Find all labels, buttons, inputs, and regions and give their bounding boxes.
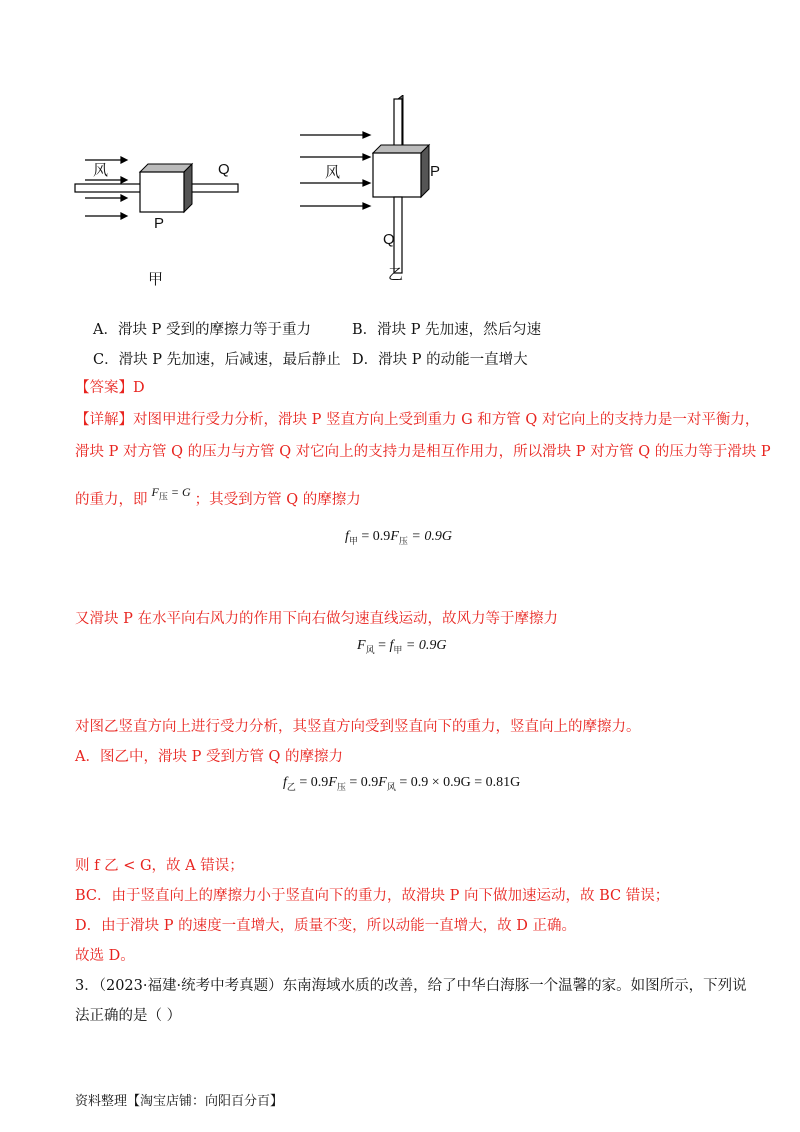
figure-jia-caption: 甲 <box>148 271 164 288</box>
detail-line-4: 又滑块 P 在水平向右风力的作用下向右做匀速直线运动，故风力等于摩擦力 <box>75 611 558 627</box>
figure-yi-wind-label: 风 <box>325 164 341 181</box>
answer-value: D <box>133 380 145 396</box>
detail-line-1 <box>75 410 759 430</box>
detail-text-1: 对图甲进行受力分析，滑块 P 竖直方向上受到重力 G 和方管 Q 对它向上的支持力是一对平衡力， <box>133 412 760 428</box>
detail-line-5: 对图乙竖直方向上进行受力分析，其竖直方向受到竖直向下的重力，竖直向上的摩擦力。 <box>75 719 641 735</box>
figure-jia-q-label: Q <box>218 161 230 178</box>
option-b: B．滑块 P 先加速，然后匀速 <box>352 322 542 338</box>
figure-jia-wind-label: 风 <box>93 162 109 179</box>
detail-label: 【详解】 <box>75 412 133 428</box>
equation-2: $F_风 = f_甲 = 0.9G$ <box>357 638 447 655</box>
option-c: C．滑块 P 先加速，后减速，最后静止 <box>93 352 341 368</box>
footer-source: 资料整理【淘宝店铺：向阳百分百】 <box>75 1094 284 1109</box>
figure-yi-q-label: Q <box>383 231 395 248</box>
answer-label: 【答案】 <box>75 380 133 396</box>
detail-line-2: 滑块 P 对方管 Q 的压力与方管 Q 对它向上的支持力是相互作用力，所以滑块 P 对方管 Q 的压力等于滑块 P <box>75 444 771 460</box>
detail-text-3b: ；其受到方管 Q 的摩擦力 <box>194 492 361 508</box>
answer-line <box>75 378 145 398</box>
inline-equation: F压 = G <box>151 485 191 502</box>
question-3-line-2: 法正确的是（ ） <box>75 1008 182 1024</box>
figure-jia-p-label: P <box>154 215 165 232</box>
detail-line-9: D．由于滑块 P 的速度一直增大，质量不变，所以动能一直增大，故 D 正确。 <box>75 918 576 934</box>
figure-yi-caption: 乙 <box>388 266 404 283</box>
detail-line-7: 则 f 乙 < G，故 A 错误； <box>75 858 244 874</box>
detail-line-10: 故选 D。 <box>75 948 135 964</box>
detail-text-3a: 的重力，即 <box>75 492 148 508</box>
question-3-line-1: 3．（2023·福建·统考中考真题）东南海域水质的改善，给了中华白海豚一个温馨的家。如图所示，下列说 <box>75 978 747 994</box>
equation-1: $f_甲 = 0.9F_压 = 0.9G$ <box>345 529 452 546</box>
figure-yi-p-label: P <box>430 163 441 180</box>
figure-yi <box>295 95 445 275</box>
detail-line-3 <box>75 485 361 514</box>
detail-line-6: A．图乙中，滑块 P 受到方管 Q 的摩擦力 <box>75 749 344 765</box>
option-a: A．滑块 P 受到的摩擦力等于重力 <box>93 322 311 338</box>
detail-line-8: BC．由于竖直向上的摩擦力小于竖直向下的重力，故滑块 P 向下做加速运动，故 BC 错误； <box>75 888 670 904</box>
option-d: D．滑块 P 的动能一直增大 <box>352 352 528 368</box>
equation-3: $f_乙 = 0.9F_压 = 0.9F_风 = 0.9 \times 0.9G = 0.81G$ <box>283 775 521 792</box>
